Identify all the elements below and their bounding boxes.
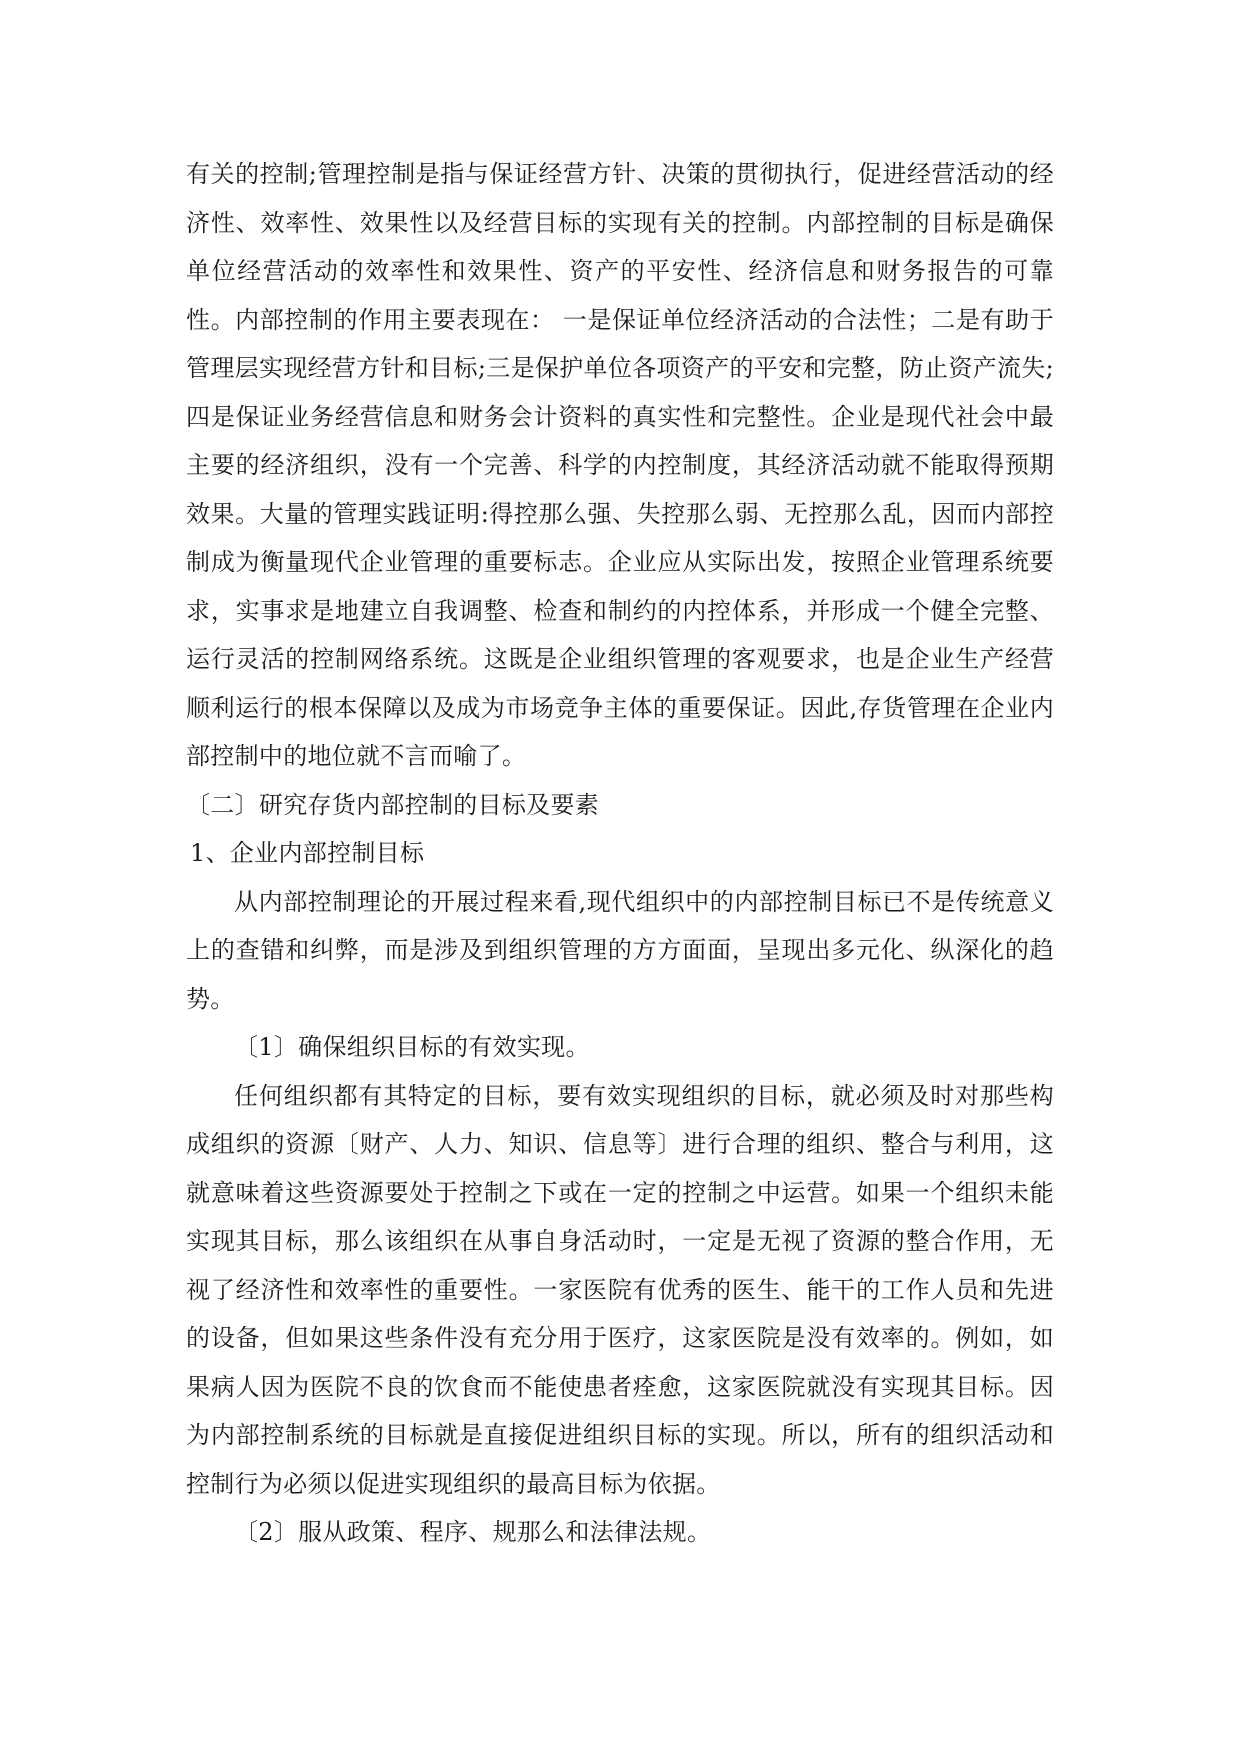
item-heading-2: 〔2〕服从政策、程序、规那么和法律法规。 [234, 1518, 712, 1546]
paragraph-internal-control-role: 有关的控制;管理控制是指与保证经营方针、决策的贯彻执行，促进经营活动的经济性、效率性、效果性以及经营目标的实现有关的控制。内部控制的目标是确保单位经营活动的效率性和效果性、资产的平安性、经济信息和财务报告的可靠性。内部控制的作用主要表现在： 一是保证单位经济活动的合法性；二是有助于管理层实现经营方针和目标;三是保护单位各项资产的平安和完整，防止资产流失;四是保证业务经营信息和财务会计资料的真实性和完整性。企业是现代社会中最主要的经济组织，没有一个完善、科学的内控制度，其经济活动就不能取得预期效果。大量的管理实践证明:得控那么强、失控那么弱、无控那么乱，因而内部控制成为衡量现代企业管理的重要标志。企业应从实际出发，按照企业管理系统要求，实事求是地建立自我调整、检查和制约的内控体系，并形成一个健全完整、运行灵活的控制网络系统。这既是企业组织管理的客观要求，也是企业生产经营顺利运行的根本保障以及成为市场竞争主体的重要保证。因此,存货管理在企业内部控制中的地位就不言而喻了。 [186, 160, 1054, 770]
item-heading-1: 〔1〕确保组织目标的有效实现。 [234, 1033, 590, 1061]
body-text [186, 150, 1054, 1557]
paragraph-organization-goals: 任何组织都有其特定的目标，要有效实现组织的目标，就必须及时对那些构成组织的资源〔财产、人力、知识、信息等〕进行合理的组织、整合与利用，这就意味着这些资源要处于控制之下或在一定的控制之中运营。如果一个组织未能实现其目标，那么该组织在从事自身活动时，一定是无视了资源的整合作用，无视了经济性和效率性的重要性。一家医院有优秀的医生、能干的工作人员和先进的设备，但如果这些条件没有充分用于医疗，这家医院是没有效率的。例如，如果病人因为医院不良的饮食而不能使患者痊愈，这家医院就没有实现其目标。因为内部控制系统的目标就是直接促进组织目标的实现。所以，所有的组织活动和控制行为必须以促进实现组织的最高目标为依据。 [186, 1081, 1054, 1498]
paragraph-control-trends: 从内部控制理论的开展过程来看,现代组织中的内部控制目标已不是传统意义上的查错和纠弊，而是涉及到组织管理的方方面面，呈现出多元化、纵深化的趋势。 [186, 887, 1054, 1013]
subsection-heading-enterprise-objectives: 1、企业内部控制目标 [190, 839, 425, 867]
section-heading-objectives-elements: 〔二〕研究存货内部控制的目标及要素 [186, 790, 600, 819]
